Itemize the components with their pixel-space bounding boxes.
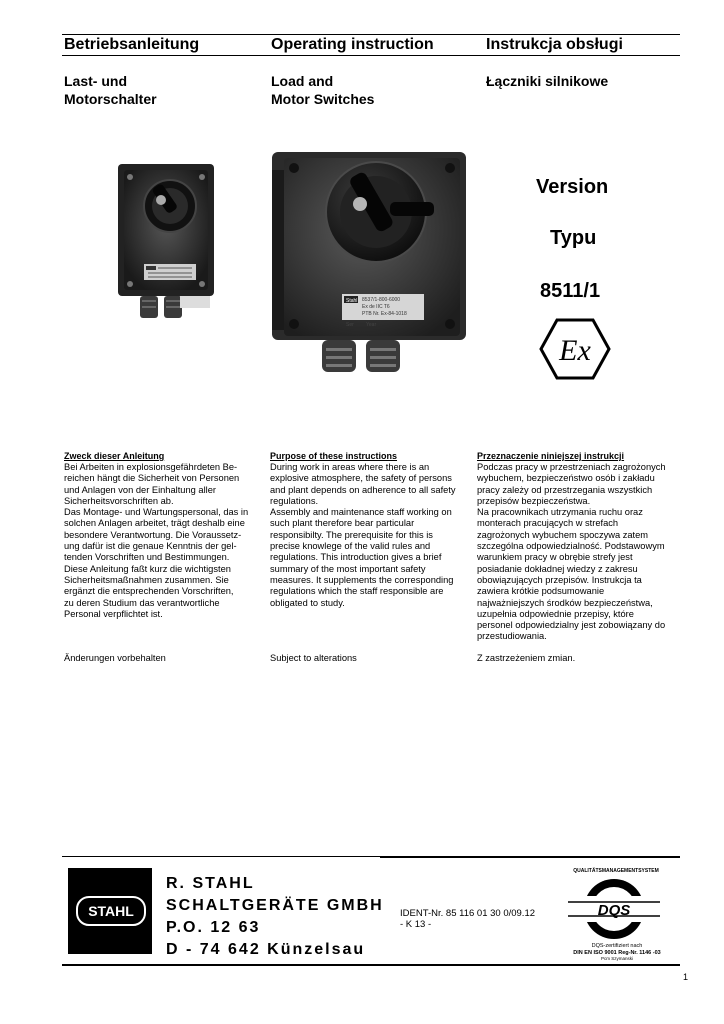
label-field2: Year (366, 322, 377, 328)
ex-mark-text: Ex (559, 334, 591, 367)
header-title-pl: Instrukcja obsługi (486, 36, 623, 53)
dqs-logo-text: DQS (597, 902, 631, 919)
footer-top-rule-left (62, 856, 380, 857)
subtitle-de: Last- und Motorschalter (64, 73, 157, 107)
label-line1: 8537/1-800-6000 (362, 297, 401, 303)
section-title-en: Purpose of these instructions (270, 451, 398, 461)
switch-photo-large (270, 150, 470, 382)
switch-photo-small (114, 160, 224, 330)
section-body-en: During work in areas where there is an explosive atmosphere, the safety of persons and plant depends on adherence to all safety regulations. Assembly and maintenance staff working on such plant therefore bear particular responsibilty. The prerequisite for this is precise knowlege of the valid rules and regulations. This introduction gives a brief summary of the most important safety measures. It supplements the corresponding regulations which the staff responsible are obligated to study. (270, 462, 456, 608)
alterations-de: Änderungen vorbehalten (64, 653, 166, 663)
dqs-line3: Pcm Szymanski (600, 956, 633, 961)
subtitle-pl: Łączniki silnikowe (486, 73, 609, 89)
header-rule (62, 55, 680, 56)
subtitle-en: Load and Motor Switches (271, 73, 375, 107)
header-top-rule (62, 34, 680, 35)
label-field1: Ser (346, 322, 354, 328)
header-title-de: Betriebsanleitung (64, 36, 200, 53)
section-title-de: Zweck dieser Anleitung (64, 451, 165, 461)
section-body-pl: Podczas pracy w przestrzeniach zagrożonych wybuchem, bezpieczeństwo osób i zakładu pracy zależy od przestrzegania wszystkich przepisów bezpieczeństwa. Na pracownikach utrzymania ruchu oraz monterach pracujących w strefach zagrożonych wybuchem spoczywa zatem szczególna odpowiedzialność. Podstawowym warunkiem pracy w obrębie strefy jest posiadanie dokładnej wiedzy z zakresu obowiązujących przepisów. Instrukcja ta zawiera krótkie podsumowanie najważniejszych środków bezpieczeństwa, uzupełnia odpowiednie przepisy, które personel odpowiedzialny jest zobowiązany do przestudiowania. (477, 462, 666, 642)
stahl-logo-text: STAHL (76, 896, 146, 926)
footer-bottom-rule (62, 964, 680, 966)
ex-hexagon-icon (539, 318, 611, 380)
stahl-logo (68, 868, 152, 954)
company-address: R. STAHL SCHALTGERÄTE GMBH P.O. 12 63 D - 74 642 Künzelsau (166, 875, 384, 958)
label-line2: Ex de IIC T6 (362, 304, 390, 310)
footer-top-rule-right (380, 856, 680, 858)
ident-number: IDENT-Nr. 85 116 01 30 0/09.12 - K 13 - (400, 908, 536, 930)
dqs-certification-icon (568, 876, 660, 942)
version-label: Version (536, 176, 609, 198)
section-title-pl: Przeznaczenie niniejszej instrukcji (477, 451, 625, 461)
dqs-line2: DIN EN ISO 9001 Reg-Nr. 1146 -03 (573, 949, 661, 956)
alterations-pl: Z zastrzeżeniem zmian. (477, 653, 576, 663)
header-title-en: Operating instruction (271, 36, 434, 53)
page-number: 1 (683, 972, 689, 982)
label-logo: Stahl (346, 298, 358, 304)
dqs-top-text: QUALITÄTSMANAGEMENTSYSTEM (573, 868, 659, 874)
version-typu: Typu (550, 227, 597, 249)
section-body-de: Bei Arbeiten in explosionsgefährdeten Be- reichen hängt die Sicherheit von Personen und Anlagen von der Einhaltung aller Sicherheitsvorschriften ab. Das Montage- und Wartungspersonal, das in solchen Anlagen arbeitet, trägt deshalb eine besondere Verantwortung. Die Voraussetz- ung dafür ist die genaue Kenntnis der gel- tenden Vorschriften und Bestimmungen. Diese Anleitung faßt kurz die wichtigsten Sicherheitsmaßnahmen zusammen. Sie ergänzt die entsprechenden Vorschriften, zu deren Studium das verantwortliche Personal verpflichtet ist. (64, 462, 249, 619)
dqs-line1: DQS-zertifiziert nach (591, 943, 643, 949)
version-model: 8511/1 (540, 280, 601, 302)
alterations-en: Subject to alterations (270, 653, 357, 663)
dqs-caption (562, 943, 672, 963)
label-line3: PTB Nr. Ex-84-1018 (362, 311, 407, 317)
